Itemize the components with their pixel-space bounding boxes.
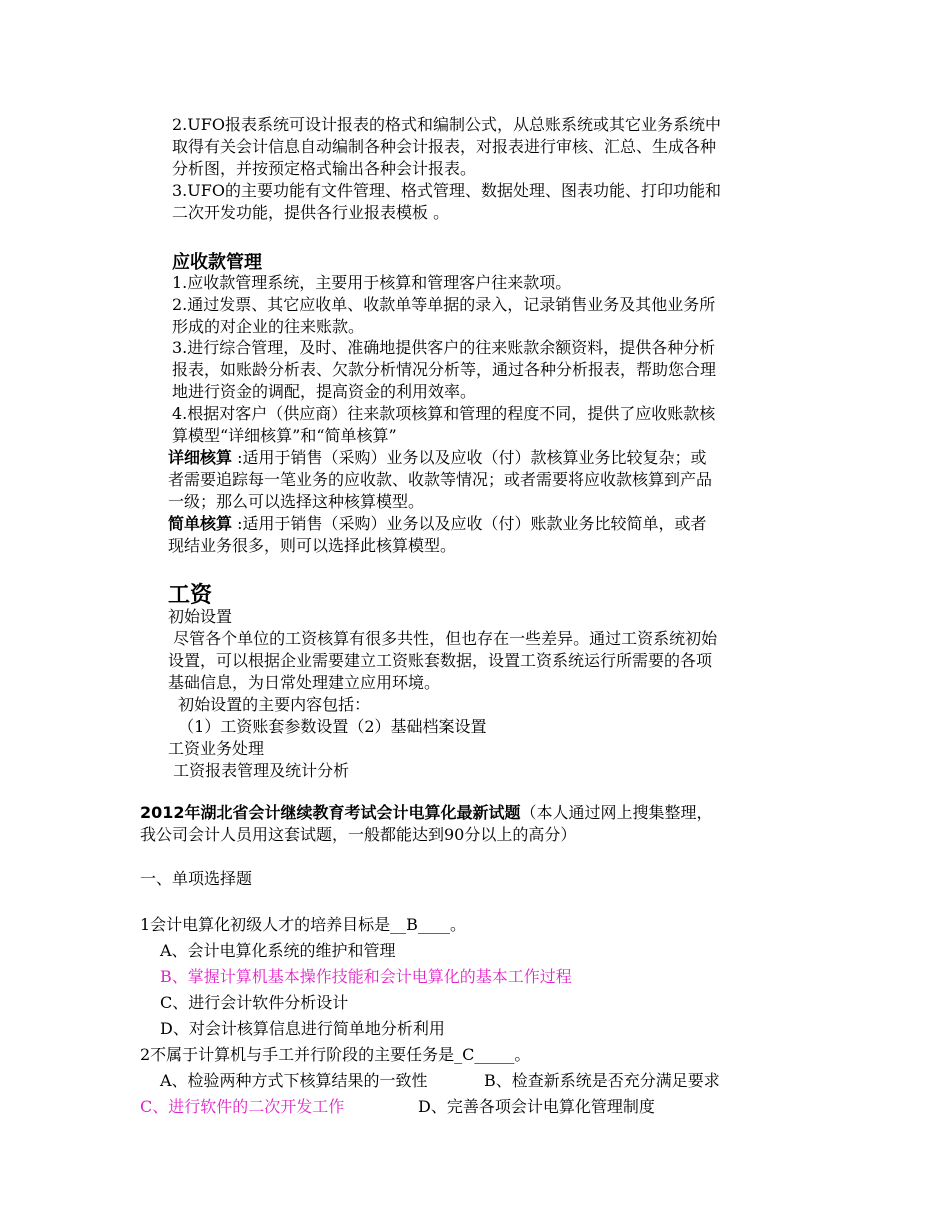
simple-accounting-line-1 — [168, 513, 707, 534]
simple-accounting-label: 简单核算 — [168, 514, 233, 533]
receivables-paragraph-3-line-1: 3.进行综合管理，及时、准确地提供客户的往来账款余额资料，提供各种分析 — [172, 338, 716, 357]
ufo-paragraph-3-line-1: 3.UFO的主要功能有文件管理、格式管理、数据处理、图表功能、打印功能和 — [172, 181, 721, 200]
exam-title: 2012年湖北省会计继续教育考试会计电算化最新试题 — [140, 803, 521, 822]
ufo-paragraph-2-line-2: 取得有关会计信息自动编制各种会计报表，对报表进行审核、汇总、生成各种 — [172, 137, 717, 156]
receivables-paragraph-2-line-1: 2.通过发票、其它应收单、收款单等单据的录入，记录销售业务及其他业务所 — [172, 295, 716, 314]
exam-title-line-1 — [140, 802, 713, 823]
question-2-option-c: C、进行软件的二次开发工作 — [140, 1097, 345, 1116]
receivables-paragraph-1: 1.应收款管理系统，主要用于核算和管理客户往来款项。 — [172, 273, 572, 292]
question-2: 2不属于计算机与手工并行阶段的主要任务是_C_____。 — [140, 1045, 531, 1064]
salary-init-paragraph-line-1: 尽管各个单位的工资核算有很多共性，但也存在一些差异。通过工资系统初始 — [168, 629, 718, 648]
question-2-option-d: D、完善各项会计电算化管理制度 — [418, 1097, 655, 1116]
salary-report: 工资报表管理及统计分析 — [168, 761, 350, 780]
exam-title-line-2: 我公司会计人员用这套试题，一般都能达到90分以上的高分） — [140, 825, 577, 844]
detail-accounting-text: :适用于销售（采购）业务以及应收（付）款核算业务比较复杂；或 — [232, 448, 707, 467]
salary-init-content: 初始设置的主要内容包括： — [168, 695, 371, 714]
question-1-option-a: A、会计电算化系统的维护和管理 — [160, 941, 396, 960]
receivables-paragraph-3-line-2: 报表，如账龄分析表、欠款分析情况分析等，通过各种分析报表，帮助您合理 — [172, 360, 717, 379]
ufo-paragraph-2-line-3: 分析图，并按预定格式输出各种会计报表。 — [172, 159, 477, 178]
question-2-option-b: B、检查新系统是否充分满足要求 — [484, 1071, 720, 1090]
ufo-paragraph-3-line-2: 二次开发功能，提供各行业报表模板 。 — [172, 203, 450, 222]
question-1-option-c: C、进行会计软件分析设计 — [160, 993, 349, 1012]
question-1-option-b: B、掌握计算机基本操作技能和会计电算化的基本工作过程 — [160, 967, 572, 986]
salary-business: 工资业务处理 — [168, 739, 265, 758]
ufo-paragraph-2-line-1: 2.UFO报表系统可设计报表的格式和编制公式，从总账系统或其它业务系统中 — [172, 115, 721, 134]
simple-accounting-line-2: 现结业务很多，则可以选择此核算模型。 — [168, 536, 457, 555]
detail-accounting-line-3: 一级；那么可以选择这种核算模型。 — [168, 492, 425, 511]
salary-heading: 工资 — [168, 583, 213, 608]
receivables-heading: 应收款管理 — [172, 252, 262, 273]
receivables-paragraph-2-line-2: 形成的对企业的往来账款。 — [172, 317, 365, 336]
salary-init-paragraph-line-2: 设置，可以根据企业需要建立工资账套数据，设置工资系统运行所需要的各项 — [168, 651, 713, 670]
receivables-paragraph-3-line-3: 地进行资金的调配，提高资金的利用效率。 — [172, 382, 477, 401]
salary-init-paragraph-line-3: 基础信息，为日常处理建立应用环境。 — [168, 673, 441, 692]
salary-init-heading: 初始设置 — [168, 607, 233, 626]
receivables-paragraph-4-line-2: 算模型“详细核算”和“简单核算” — [172, 426, 397, 445]
exam-section-heading: 一、单项选择题 — [140, 869, 253, 888]
detail-accounting-label: 详细核算 — [168, 448, 233, 467]
question-1-option-d: D、对会计核算信息进行简单地分析利用 — [160, 1019, 445, 1038]
simple-accounting-text: :适用于销售（采购）业务以及应收（付）账款业务比较简单，或者 — [232, 514, 707, 533]
receivables-paragraph-4-line-1: 4.根据对客户（供应商）往来款项核算和管理的程度不同，提供了应收账款核 — [172, 404, 716, 423]
detail-accounting-line-2: 者需要追踪每一笔业务的应收款、收款等情况；或者需要将应收款核算到产品 — [168, 470, 713, 489]
exam-title-note: （本人通过网上搜集整理， — [520, 803, 713, 822]
question-2-option-a: A、检验两种方式下核算结果的一致性 — [160, 1071, 428, 1090]
salary-init-items: （1）工资账套参数设置（2）基础档案设置 — [168, 717, 487, 736]
detail-accounting-line-1 — [168, 447, 707, 468]
question-1: 1会计电算化初级人才的培养目标是__B____。 — [140, 915, 466, 934]
